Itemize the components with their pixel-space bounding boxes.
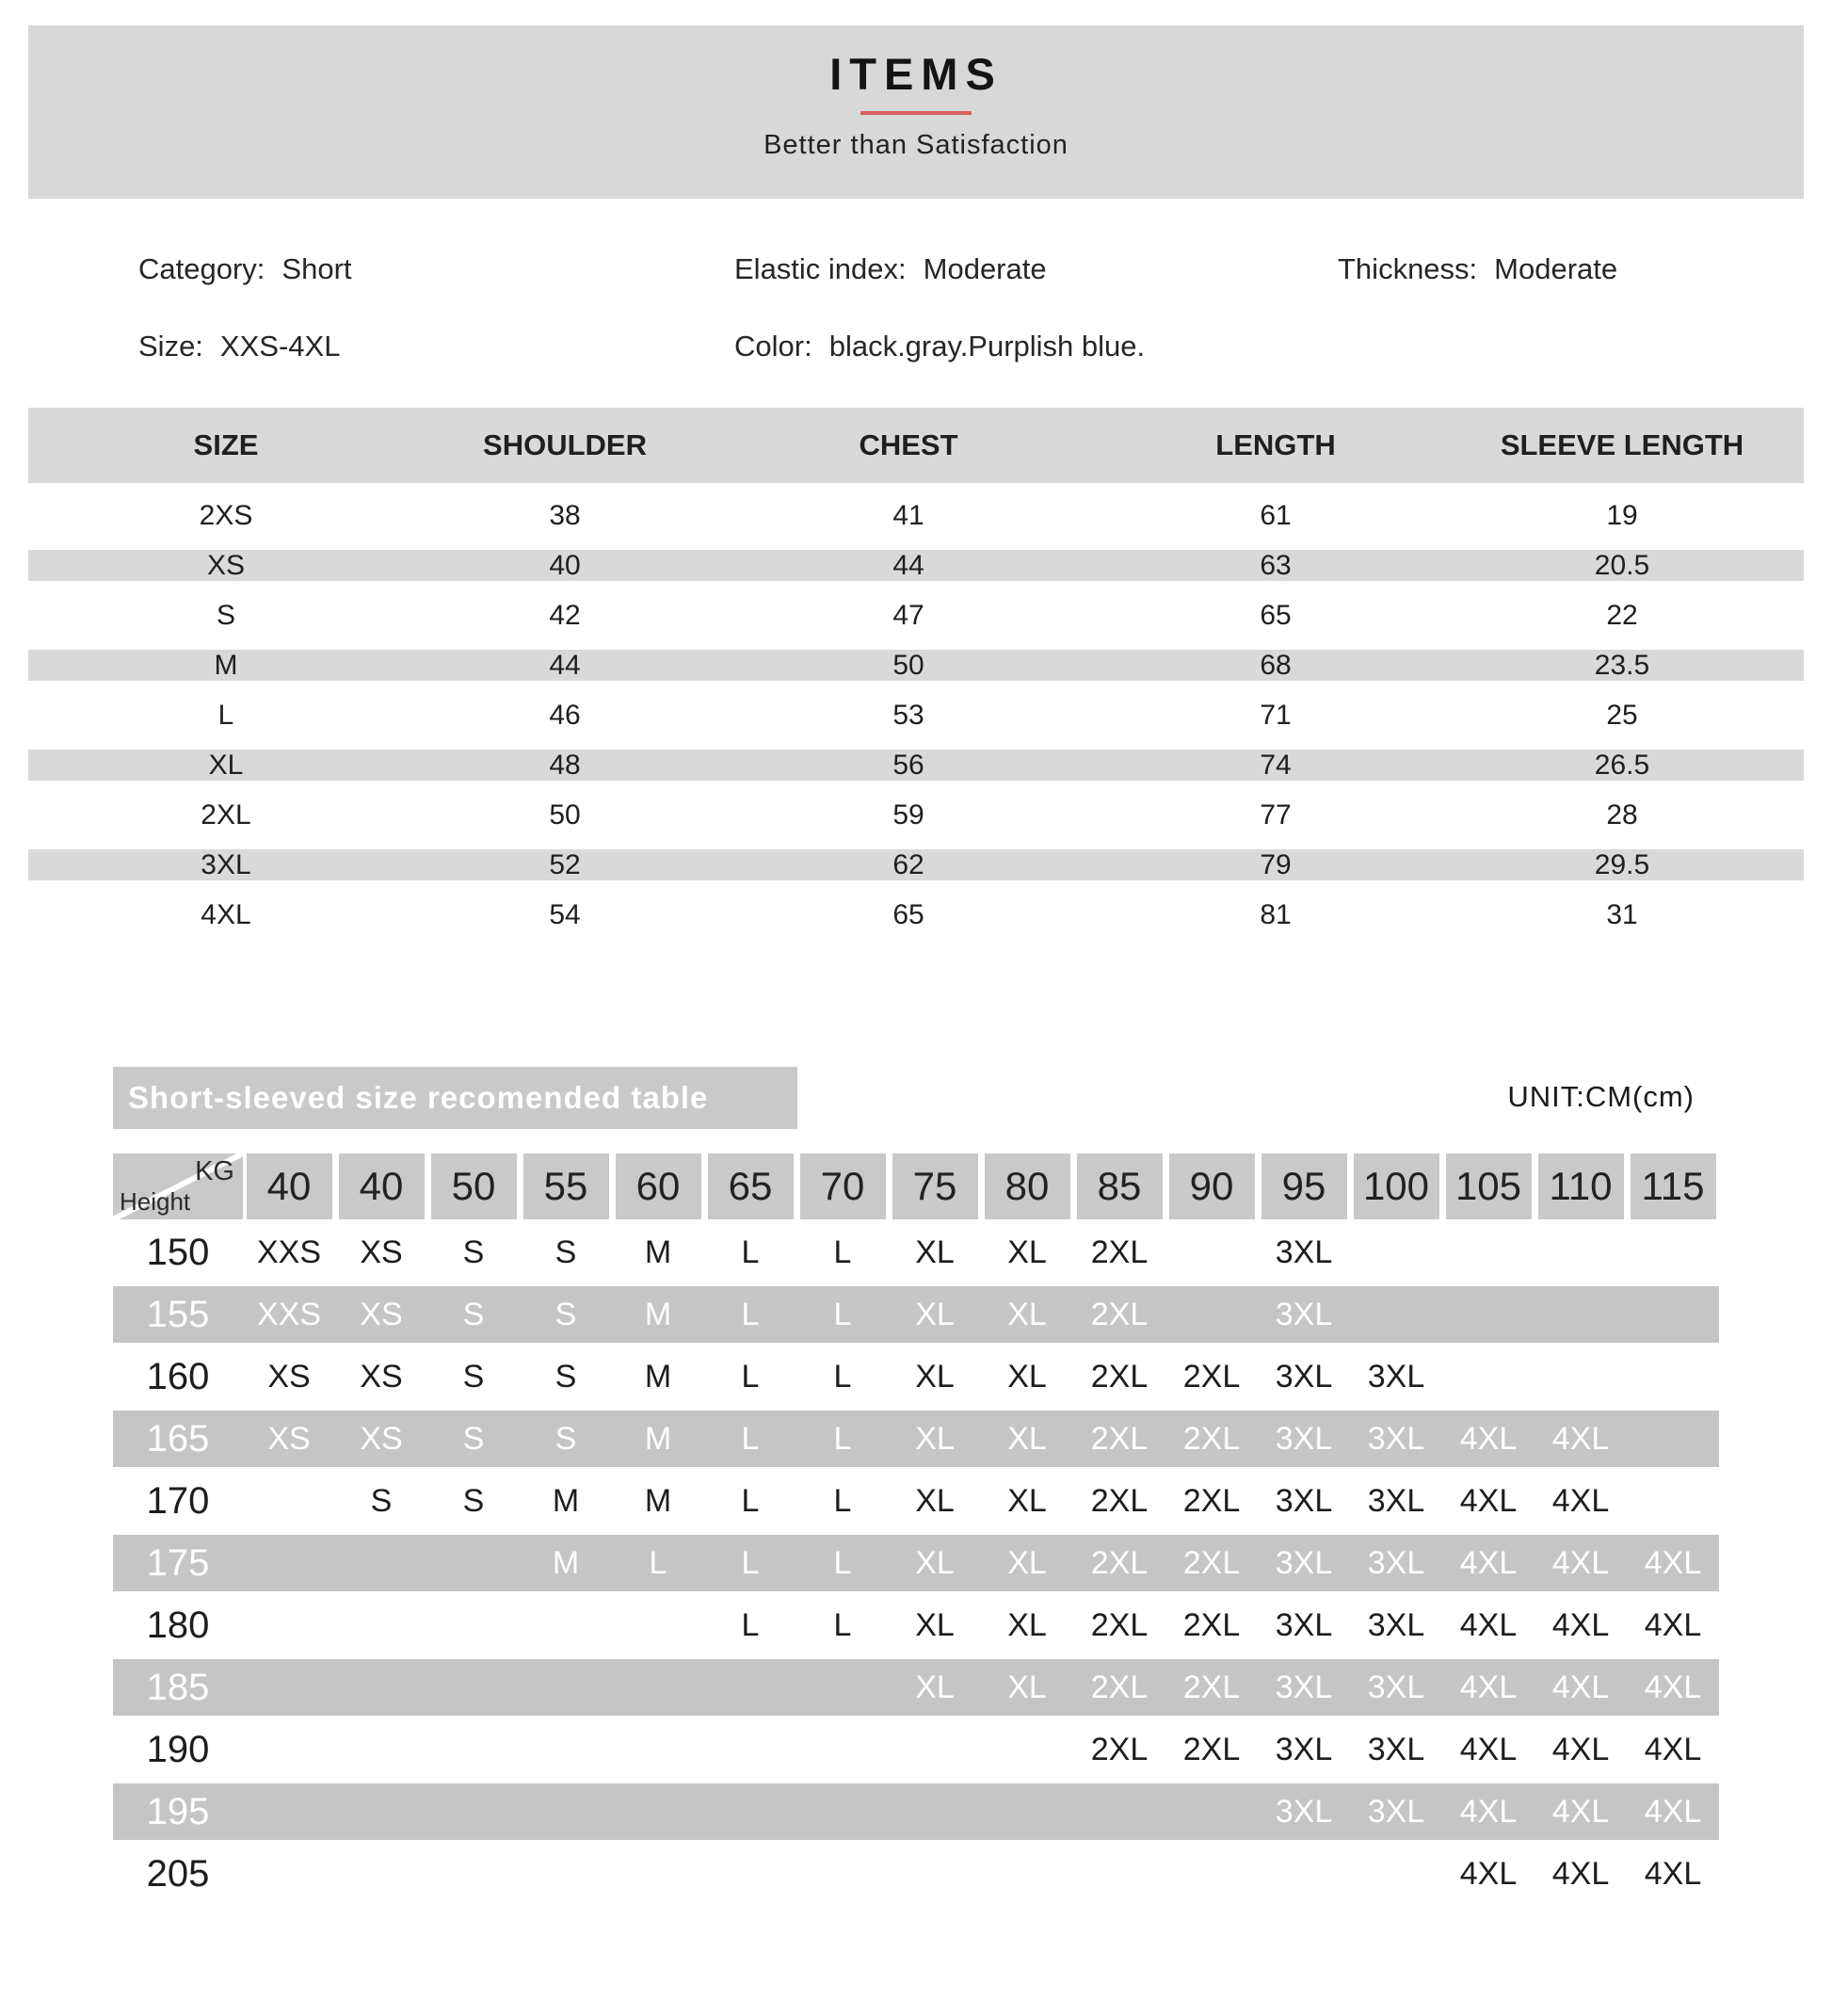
recommended-size-cell: 4XL — [1459, 1793, 1518, 1830]
measurement-cell: 25 — [1606, 699, 1638, 731]
height-label-cell: 160 — [146, 1355, 210, 1397]
info-category-label: Category: — [138, 252, 265, 285]
measurement-cell: 46 — [549, 699, 581, 731]
brand-title: ITEMS — [829, 49, 1003, 99]
recommended-size-cell: M — [644, 1482, 672, 1519]
weight-header-cell: 80 — [985, 1153, 1070, 1219]
weight-header-cell: 95 — [1262, 1153, 1347, 1219]
recommended-size-cell: XS — [360, 1358, 403, 1395]
recommended-size-cell: 2XL — [1182, 1731, 1241, 1767]
recommended-size-cell: XL — [915, 1669, 955, 1705]
recommended-size-cell: L — [649, 1544, 667, 1581]
recommended-size-cell: L — [833, 1296, 852, 1332]
column-header: SIZE — [193, 428, 259, 461]
info-color-value: black.gray.Purplish blue. — [828, 330, 1146, 363]
size-label-cell: 3XL — [201, 848, 251, 880]
recommended-size-cell: 4XL — [1459, 1731, 1518, 1767]
recommended-size-cell: 4XL — [1551, 1793, 1610, 1830]
recommended-size-cell: M — [644, 1420, 672, 1457]
recommended-size-cell: 4XL — [1459, 1669, 1518, 1705]
recommended-size-cell: XL — [915, 1358, 955, 1395]
recommended-size-cell: 2XL — [1090, 1731, 1149, 1767]
recommended-size-cell: 3XL — [1275, 1482, 1333, 1519]
recommended-size-cell: L — [741, 1606, 760, 1643]
measurement-cell: 81 — [1260, 898, 1292, 930]
recommended-size-cell: XL — [1007, 1358, 1047, 1395]
recommended-size-cell: S — [462, 1358, 485, 1395]
recommend-table-row — [113, 1781, 1719, 1843]
recommended-size-cell: 3XL — [1367, 1420, 1425, 1457]
recommended-size-cell: XL — [915, 1482, 955, 1519]
recommended-size-cell: M — [644, 1234, 672, 1270]
recommended-size-cell: M — [552, 1482, 580, 1519]
height-label-cell: 190 — [146, 1728, 210, 1770]
height-label-cell: 165 — [146, 1417, 210, 1460]
recommended-size-cell: 3XL — [1275, 1234, 1333, 1270]
measurement-cell: 19 — [1606, 499, 1638, 531]
size-table-row — [28, 640, 1804, 690]
column-header: SHOULDER — [483, 428, 647, 461]
recommended-size-cell: XL — [1007, 1606, 1047, 1643]
recommended-size-cell: L — [741, 1234, 760, 1270]
recommended-size-cell: L — [833, 1234, 852, 1270]
measurement-cell: 31 — [1606, 898, 1638, 930]
recommended-size-cell: XL — [915, 1296, 955, 1332]
weight-header-cell: 65 — [708, 1153, 794, 1219]
recommended-size-cell: 3XL — [1275, 1669, 1333, 1705]
recommended-size-cell: 3XL — [1367, 1358, 1425, 1395]
recommend-table-row — [113, 1221, 1719, 1283]
measurement-cell: 77 — [1260, 798, 1292, 831]
recommended-size-cell: 4XL — [1644, 1544, 1702, 1581]
recommend-table-row — [113, 1532, 1719, 1594]
weight-header-cell: 40 — [339, 1153, 425, 1219]
recommended-size-cell: M — [552, 1544, 580, 1581]
info-elastic-index — [734, 252, 1047, 286]
measurement-cell: 42 — [549, 599, 581, 631]
height-label-cell: 195 — [146, 1790, 210, 1832]
recommended-size-cell: S — [462, 1296, 485, 1332]
info-thickness — [1338, 252, 1617, 286]
recommended-size-cell: 2XL — [1182, 1669, 1241, 1705]
measurement-cell: 59 — [892, 798, 924, 831]
recommended-size-cell: 4XL — [1459, 1420, 1518, 1457]
recommended-size-cell: 2XL — [1182, 1544, 1241, 1581]
recommended-size-cell: 2XL — [1090, 1358, 1149, 1395]
weight-header-cell: 40 — [247, 1153, 332, 1219]
recommended-size-cell: L — [741, 1420, 760, 1457]
recommended-size-cell: 3XL — [1275, 1606, 1333, 1643]
size-label-cell: S — [216, 599, 235, 631]
weight-header-cell: 105 — [1446, 1153, 1532, 1219]
recommended-size-cell: 2XL — [1090, 1544, 1149, 1581]
weight-header-cell: 50 — [431, 1153, 517, 1219]
size-label-cell: L — [217, 699, 234, 731]
weight-header-cell: 90 — [1169, 1153, 1255, 1219]
recommended-size-cell: 4XL — [1459, 1544, 1518, 1581]
recommended-size-cell: XL — [1007, 1234, 1047, 1270]
measurement-cell: 56 — [892, 749, 924, 781]
recommended-size-cell: 3XL — [1367, 1544, 1425, 1581]
recommended-size-cell: L — [741, 1482, 760, 1519]
recommended-size-cell: S — [462, 1420, 485, 1457]
recommended-size-cell: 2XL — [1090, 1296, 1149, 1332]
weight-header-cell: 85 — [1077, 1153, 1163, 1219]
recommended-size-cell: S — [554, 1296, 577, 1332]
recommended-size-cell: 4XL — [1551, 1420, 1610, 1457]
measurement-cell: 29.5 — [1594, 848, 1650, 880]
recommended-size-cell: 4XL — [1551, 1606, 1610, 1643]
measurement-cell: 28 — [1606, 798, 1638, 831]
recommended-size-cell: 2XL — [1182, 1420, 1241, 1457]
info-elastic-value: Moderate — [923, 252, 1047, 285]
recommended-size-cell: XL — [915, 1420, 955, 1457]
recommended-size-cell: 4XL — [1551, 1731, 1610, 1767]
measurement-cell: 26.5 — [1594, 749, 1650, 781]
measurement-cell: 40 — [549, 549, 581, 581]
measurement-cell: 20.5 — [1594, 549, 1650, 581]
recommended-size-cell: 2XL — [1090, 1234, 1149, 1270]
size-table-row — [28, 740, 1804, 790]
recommended-size-cell: 3XL — [1275, 1358, 1333, 1395]
recommended-size-cell: 3XL — [1275, 1420, 1333, 1457]
weight-header-cell: 55 — [523, 1153, 609, 1219]
recommend-table-row — [113, 1470, 1719, 1532]
measurement-cell: 52 — [549, 848, 581, 880]
measurement-cell: 44 — [892, 549, 924, 581]
measurement-cell: 41 — [892, 499, 924, 531]
measurement-cell: 62 — [892, 848, 924, 880]
size-table-row — [28, 890, 1804, 940]
recommended-size-cell: 3XL — [1275, 1544, 1333, 1581]
recommend-table-row — [113, 1843, 1719, 1905]
size-table-row — [28, 790, 1804, 840]
recommended-size-cell: L — [741, 1544, 760, 1581]
corner-kg-label: KG — [195, 1156, 234, 1186]
brand-subtitle: Better than Satisfaction — [763, 130, 1069, 160]
recommended-size-cell: 4XL — [1644, 1606, 1702, 1643]
recommended-size-cell: L — [741, 1296, 760, 1332]
measurement-cell: 65 — [892, 898, 924, 930]
weight-header-cell: 75 — [892, 1153, 978, 1219]
recommended-size-cell: XS — [360, 1296, 403, 1332]
size-label-cell: 2XS — [199, 499, 253, 531]
recommended-size-cell: 3XL — [1367, 1482, 1425, 1519]
info-color-label: Color: — [734, 330, 812, 363]
recommended-size-cell: XXS — [256, 1234, 322, 1270]
measurement-cell: 71 — [1260, 699, 1292, 731]
info-size-value: XXS-4XL — [219, 330, 341, 363]
weight-header-cell: 70 — [800, 1153, 886, 1219]
recommended-size-cell: XL — [915, 1544, 955, 1581]
size-label-cell: XS — [206, 549, 246, 581]
info-thickness-label: Thickness: — [1338, 252, 1478, 285]
recommended-size-cell: S — [554, 1420, 577, 1457]
info-size-range — [138, 330, 340, 363]
size-table-row — [28, 690, 1804, 740]
recommended-size-cell: XL — [1007, 1420, 1047, 1457]
height-label-cell: 175 — [146, 1541, 210, 1584]
recommended-size-cell: 2XL — [1182, 1482, 1241, 1519]
weight-header-cell: 115 — [1631, 1153, 1716, 1219]
column-header: CHEST — [859, 428, 958, 461]
recommended-size-cell: XXS — [256, 1296, 322, 1332]
recommended-size-cell: XL — [915, 1234, 955, 1270]
measurement-cell: 48 — [549, 749, 581, 781]
recommended-size-cell: S — [462, 1482, 485, 1519]
recommended-size-cell: 4XL — [1459, 1482, 1518, 1519]
info-thickness-value: Moderate — [1494, 252, 1618, 285]
recommended-size-cell: XS — [267, 1420, 311, 1457]
recommended-size-cell: L — [741, 1358, 760, 1395]
recommended-size-cell: L — [833, 1544, 852, 1581]
recommended-size-cell: M — [644, 1358, 672, 1395]
recommended-size-cell: 4XL — [1459, 1855, 1518, 1892]
measurement-cell: 63 — [1260, 549, 1292, 581]
recommend-table-row — [113, 1594, 1719, 1656]
recommended-size-cell: 4XL — [1644, 1855, 1702, 1892]
recommended-size-cell: 2XL — [1090, 1606, 1149, 1643]
size-label-cell: XL — [208, 749, 244, 781]
recommended-size-cell: XL — [1007, 1482, 1047, 1519]
recommended-size-cell: M — [644, 1296, 672, 1332]
recommend-table-row — [113, 1346, 1719, 1408]
measurement-cell: 79 — [1260, 848, 1292, 880]
recommend-table-row — [113, 1718, 1719, 1781]
recommend-table-row — [113, 1408, 1719, 1470]
recommended-size-cell: XS — [267, 1358, 311, 1395]
recommend-table-title: Short-sleeved size recomended table — [113, 1067, 797, 1129]
recommended-size-cell: 3XL — [1367, 1606, 1425, 1643]
info-size-label: Size: — [138, 330, 203, 363]
size-label-cell: M — [214, 649, 238, 681]
size-table-row — [28, 491, 1804, 540]
weight-header-cell: 100 — [1354, 1153, 1439, 1219]
recommended-size-cell: XS — [360, 1234, 403, 1270]
recommended-size-cell: 2XL — [1182, 1358, 1241, 1395]
measurement-cell: 38 — [549, 499, 581, 531]
weight-header-cell: 110 — [1538, 1153, 1624, 1219]
size-table-row — [28, 540, 1804, 590]
measurement-cell: 50 — [892, 649, 924, 681]
brand-banner — [28, 25, 1804, 199]
measurement-cell: 44 — [549, 649, 581, 681]
recommended-size-cell: 4XL — [1551, 1482, 1610, 1519]
measurement-cell: 50 — [549, 798, 581, 831]
recommended-size-cell: S — [370, 1482, 393, 1519]
weight-header-cell: 60 — [616, 1153, 701, 1219]
height-label-cell: 155 — [146, 1293, 210, 1335]
measurement-cell: 61 — [1260, 499, 1292, 531]
size-table-row — [28, 590, 1804, 640]
recommended-size-cell: 3XL — [1367, 1793, 1425, 1830]
size-measurement-table — [28, 408, 1804, 940]
measurement-cell: 47 — [892, 599, 924, 631]
recommended-size-cell: 4XL — [1644, 1793, 1702, 1830]
recommended-size-cell: 3XL — [1275, 1793, 1333, 1830]
size-label-cell: 4XL — [201, 898, 251, 930]
measurement-cell: 54 — [549, 898, 581, 930]
recommended-size-cell: 3XL — [1275, 1296, 1333, 1332]
recommended-size-cell: 2XL — [1090, 1420, 1149, 1457]
recommended-size-cell: S — [462, 1234, 485, 1270]
height-label-cell: 180 — [146, 1604, 210, 1646]
title-underline — [860, 111, 972, 115]
info-elastic-label: Elastic index: — [734, 252, 907, 285]
column-header: SLEEVE LENGTH — [1500, 428, 1744, 461]
size-label-cell: 2XL — [201, 798, 251, 831]
recommend-table-body — [113, 1221, 1719, 1905]
recommended-size-cell: 4XL — [1644, 1669, 1702, 1705]
recommended-size-cell: L — [833, 1482, 852, 1519]
recommended-size-cell: 3XL — [1367, 1669, 1425, 1705]
recommended-size-cell: XL — [1007, 1544, 1047, 1581]
unit-label: UNIT:CM(cm) — [1507, 1080, 1695, 1113]
size-table-row — [28, 840, 1804, 890]
recommended-size-cell: 2XL — [1090, 1482, 1149, 1519]
recommended-size-cell: 4XL — [1459, 1606, 1518, 1643]
recommended-size-cell: S — [554, 1358, 577, 1395]
recommended-size-cell: S — [554, 1234, 577, 1270]
info-color — [734, 330, 1145, 363]
recommended-size-cell: XL — [1007, 1296, 1047, 1332]
recommended-size-cell: 4XL — [1644, 1731, 1702, 1767]
recommended-size-cell: XS — [360, 1420, 403, 1457]
corner-height-label: Height — [120, 1187, 191, 1216]
size-table-header — [28, 408, 1804, 483]
measurement-cell: 68 — [1260, 649, 1292, 681]
corner-cell — [113, 1153, 243, 1219]
recommended-size-cell: 2XL — [1182, 1606, 1241, 1643]
recommended-size-cell: XL — [915, 1606, 955, 1643]
height-label-cell: 185 — [146, 1666, 210, 1708]
recommend-table-row — [113, 1283, 1719, 1346]
recommended-size-cell: 4XL — [1551, 1669, 1610, 1705]
size-table-body — [28, 491, 1804, 940]
height-label-cell: 205 — [146, 1852, 210, 1895]
info-category — [138, 252, 352, 286]
measurement-cell: 65 — [1260, 599, 1292, 631]
info-category-value: Short — [281, 252, 352, 285]
recommended-size-cell: XL — [1007, 1669, 1047, 1705]
measurement-cell: 23.5 — [1594, 649, 1650, 681]
recommended-size-cell: 4XL — [1551, 1544, 1610, 1581]
recommended-size-cell: 3XL — [1275, 1731, 1333, 1767]
recommended-size-cell: L — [833, 1420, 852, 1457]
recommended-size-cell: 3XL — [1367, 1731, 1425, 1767]
height-label-cell: 150 — [146, 1231, 210, 1273]
measurement-cell: 74 — [1260, 749, 1292, 781]
recommended-size-cell: 4XL — [1551, 1855, 1610, 1892]
recommend-table-row — [113, 1656, 1719, 1718]
measurement-cell: 22 — [1606, 599, 1638, 631]
column-header: LENGTH — [1215, 428, 1336, 461]
recommend-table-header — [113, 1153, 1719, 1219]
height-label-cell: 170 — [146, 1479, 210, 1522]
recommended-size-cell: L — [833, 1358, 852, 1395]
recommended-size-cell: L — [833, 1606, 852, 1643]
recommended-size-cell: 2XL — [1090, 1669, 1149, 1705]
measurement-cell: 53 — [892, 699, 924, 731]
